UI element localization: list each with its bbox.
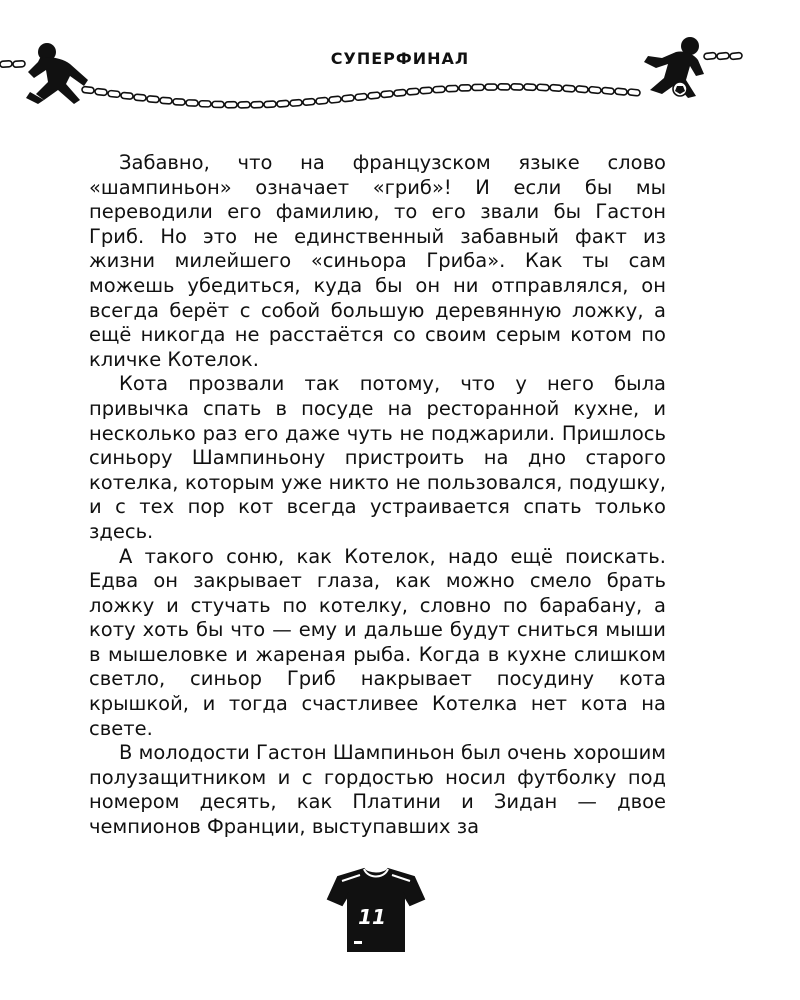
chain-link: [498, 84, 510, 90]
chain-link: [316, 97, 329, 104]
chain-link: [108, 90, 121, 97]
chain-link: [615, 88, 628, 95]
chain-link: [550, 84, 562, 91]
chain-link: [355, 93, 368, 100]
chain-link: [212, 101, 224, 107]
chain-link: [420, 87, 432, 94]
chain-link: [303, 98, 316, 105]
chain-link: [251, 101, 263, 108]
chain-link: [160, 97, 172, 104]
chain-link: [563, 85, 576, 92]
chain-link: [225, 102, 237, 108]
chain-link: [329, 96, 342, 103]
chain-link: [511, 84, 523, 91]
chain-link: [277, 100, 289, 107]
chain-link: [290, 99, 302, 106]
chain-link: [173, 99, 185, 106]
chain-link: [82, 86, 95, 93]
page-number: 11: [358, 905, 386, 929]
chain-link: [186, 100, 198, 106]
chain-link: [537, 84, 549, 91]
football-ball-icon: [673, 82, 687, 96]
chain-link: [264, 101, 276, 108]
body-text: [89, 151, 666, 840]
chain-link: [446, 85, 458, 91]
chain-link: [459, 85, 471, 91]
chain-link: [602, 87, 615, 94]
chain-link: [199, 101, 211, 107]
page-header: [0, 0, 800, 130]
chain-link: [576, 86, 589, 93]
chain-link: [589, 86, 602, 93]
chain-link: [368, 92, 381, 99]
chain-link: [472, 84, 484, 90]
chain-link: [147, 96, 159, 103]
paragraph: Забавно, что на французском языке слово «шампиньон» означает «гриб»! И если бы мы переводили его фамилию, то его звали бы Гастон Гриб. Но это не единственный забавный факт из жизни милейшего «синьора Гриба». Как ты сам можешь убедиться, куда бы он ни отправлялся, он всегда берёт с собой большую деревянную ложку, а ещё никогда не расстаётся со своим серым котом по кличке Котелок.: [89, 151, 666, 371]
chain-link: [394, 89, 406, 96]
chain-link: [121, 92, 134, 99]
chain-link: [524, 84, 536, 91]
running-title: СУПЕРФИНАЛ: [330, 49, 470, 68]
chain-link: [381, 91, 394, 98]
paragraph: В молодости Гастон Шампиньон был очень хорошим полузащитником и с гордостью носил футболку под номером десять, как Платини и Зидан — двое чемпионов Франции, выступавших за: [89, 741, 666, 839]
chain-link: [628, 89, 641, 96]
chain-link: [485, 84, 497, 90]
chain-link: [238, 102, 250, 108]
chain-link: [134, 94, 146, 101]
chain-link: [95, 88, 108, 95]
paragraph: А такого соню, как Котелок, надо ещё поискать. Едва он закрывает глаза, как можно смело брать ложку и стучать по котелку, словно по барабану, а коту хоть бы что — ему и дальше будут сниться мыши в мышеловке и жареная рыба. Когда в кухне слишком светло, синьор Гриб накрывает посудину кота крышкой, и тогда счастливее Котелка нет кота на свете.: [89, 544, 666, 740]
chain-link: [342, 95, 355, 102]
chain-link: [433, 86, 445, 93]
paragraph: Кота прозвали так потому, что у него была привычка спать в посуде на ресторанной кухне, и несколько раз его даже чуть не поджарили. Пришлось синьору Шампиньону пристроить на дно старого котелка, которым уже никто не пользовался, подушку, и с тех пор кот всегда устраивается спать только здесь.: [89, 372, 666, 543]
chain-link: [407, 88, 419, 95]
